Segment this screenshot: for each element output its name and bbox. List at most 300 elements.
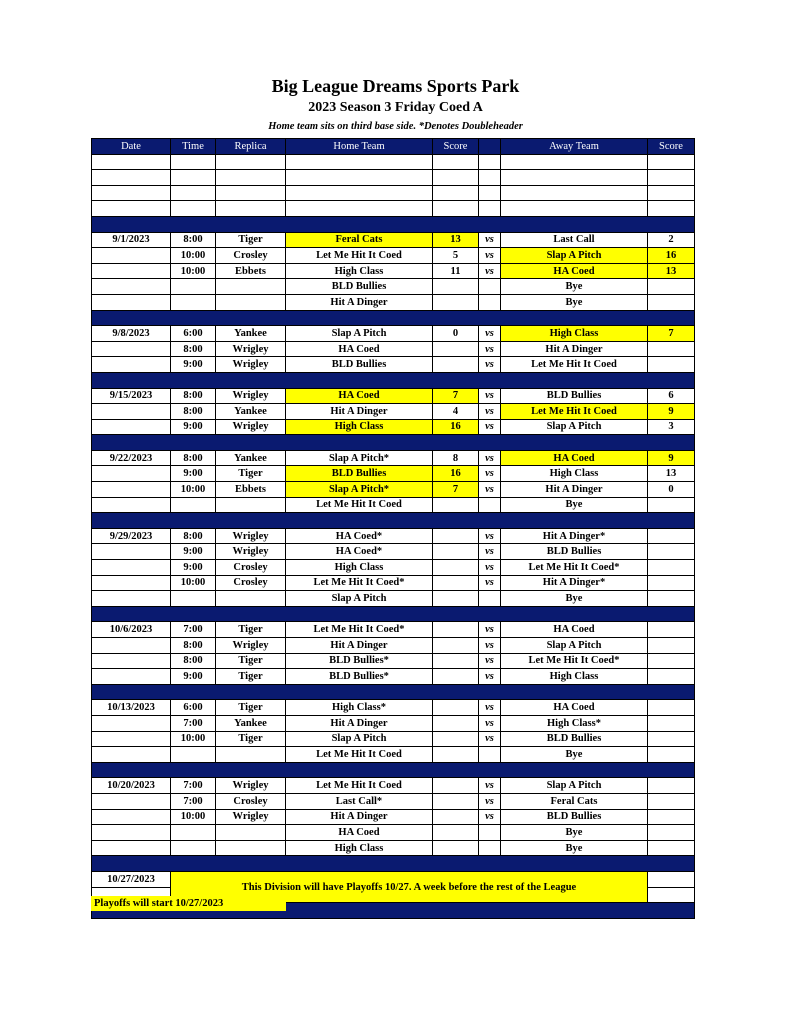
replica-cell: Yankee [216, 326, 286, 342]
game-row [92, 326, 695, 342]
empty-cell [648, 887, 695, 903]
vs-cell: vs [479, 778, 501, 794]
away-team-cell: Bye [501, 294, 648, 310]
separator-bar [92, 310, 695, 326]
game-row [92, 731, 695, 747]
week-separator [92, 856, 695, 872]
time-cell: 7:00 [171, 622, 216, 638]
away-score-cell: 3 [648, 419, 695, 435]
away-team-cell: Bye [501, 591, 648, 607]
away-team-cell: High Class [501, 326, 648, 342]
empty-cell [286, 154, 433, 170]
away-team-cell: Let Me Hit It Coed [501, 404, 648, 420]
game-row [92, 544, 695, 560]
time-cell: 10:00 [171, 809, 216, 825]
home-team-cell: Slap A Pitch [286, 731, 433, 747]
vs-cell: vs [479, 700, 501, 716]
replica-cell: Wrigley [216, 341, 286, 357]
away-team-cell: Slap A Pitch [501, 419, 648, 435]
page-note: Home team sits on third base side. *Denotes Doubleheader [268, 121, 523, 132]
empty-cell [171, 185, 216, 201]
away-score-cell [648, 622, 695, 638]
vs-cell: vs [479, 450, 501, 466]
home-score-cell [433, 357, 479, 373]
separator-bar [92, 762, 695, 778]
home-score-cell: 8 [433, 450, 479, 466]
away-team-cell: High Class [501, 669, 648, 685]
date-cell [92, 669, 171, 685]
away-score-cell [648, 357, 695, 373]
date-cell: 10/20/2023 [92, 778, 171, 794]
replica-cell: Wrigley [216, 809, 286, 825]
empty-cell [171, 170, 216, 186]
home-score-cell [433, 341, 479, 357]
time-cell: 8:00 [171, 404, 216, 420]
vs-cell: vs [479, 575, 501, 591]
away-team-cell: Bye [501, 279, 648, 295]
home-team-cell: Slap A Pitch* [286, 482, 433, 498]
replica-cell [216, 825, 286, 841]
away-team-cell: High Class [501, 466, 648, 482]
empty-cell [648, 170, 695, 186]
away-team-cell: Slap A Pitch [501, 778, 648, 794]
empty-cell [92, 154, 171, 170]
date-cell [92, 825, 171, 841]
home-team-cell: High Class [286, 840, 433, 856]
game-row [92, 809, 695, 825]
away-score-cell [648, 825, 695, 841]
vs-cell [479, 294, 501, 310]
home-team-cell: Hit A Dinger [286, 294, 433, 310]
home-team-cell: Hit A Dinger [286, 404, 433, 420]
week-separator [92, 372, 695, 388]
home-team-cell: Let Me Hit It Coed* [286, 622, 433, 638]
away-score-cell [648, 653, 695, 669]
home-score-cell [433, 591, 479, 607]
home-score-cell [433, 575, 479, 591]
empty-cell [648, 201, 695, 217]
vs-cell: vs [479, 669, 501, 685]
home-score-cell [433, 825, 479, 841]
date-cell [92, 591, 171, 607]
game-row [92, 560, 695, 576]
time-cell [171, 497, 216, 513]
date-cell [92, 466, 171, 482]
game-row [92, 341, 695, 357]
time-cell: 8:00 [171, 232, 216, 248]
away-score-cell: 13 [648, 466, 695, 482]
home-team-cell: Hit A Dinger [286, 638, 433, 654]
date-cell [92, 809, 171, 825]
away-team-cell: Hit A Dinger* [501, 575, 648, 591]
away-team-cell: Let Me Hit It Coed [501, 357, 648, 373]
away-score-cell: 7 [648, 326, 695, 342]
empty-cell [216, 170, 286, 186]
away-team-cell: BLD Bullies [501, 809, 648, 825]
separator-bar [92, 216, 695, 232]
game-row [92, 700, 695, 716]
empty-cell [286, 185, 433, 201]
away-team-cell: Slap A Pitch [501, 638, 648, 654]
away-score-cell [648, 544, 695, 560]
game-row [92, 263, 695, 279]
empty-row [92, 185, 695, 201]
away-score-cell: 0 [648, 482, 695, 498]
page-subtitle: 2023 Season 3 Friday Coed A [308, 100, 483, 115]
date-cell [92, 653, 171, 669]
separator-bar [92, 684, 695, 700]
home-score-cell [433, 840, 479, 856]
away-team-cell: Let Me Hit It Coed* [501, 653, 648, 669]
game-row [92, 248, 695, 264]
time-cell: 9:00 [171, 357, 216, 373]
empty-cell [479, 170, 501, 186]
away-score-cell [648, 560, 695, 576]
away-score-cell: 2 [648, 232, 695, 248]
game-row [92, 715, 695, 731]
time-cell [171, 591, 216, 607]
date-cell [92, 263, 171, 279]
home-score-cell [433, 653, 479, 669]
empty-cell [479, 154, 501, 170]
home-score-cell: 0 [433, 326, 479, 342]
replica-cell [216, 840, 286, 856]
away-team-cell: BLD Bullies [501, 544, 648, 560]
empty-cell [479, 201, 501, 217]
time-cell [171, 840, 216, 856]
vs-cell [479, 825, 501, 841]
col-header-away-score: Score [648, 139, 695, 155]
week-separator [92, 606, 695, 622]
date-cell: 10/27/2023 [92, 871, 171, 887]
replica-cell: Tiger [216, 653, 286, 669]
game-row [92, 669, 695, 685]
empty-cell [433, 170, 479, 186]
empty-cell [648, 154, 695, 170]
vs-cell: vs [479, 544, 501, 560]
away-team-cell: BLD Bullies [501, 731, 648, 747]
away-score-cell [648, 715, 695, 731]
vs-cell: vs [479, 653, 501, 669]
date-cell: 9/8/2023 [92, 326, 171, 342]
page-title: Big League Dreams Sports Park [271, 76, 520, 96]
away-score-cell [648, 591, 695, 607]
home-team-cell: Let Me Hit It Coed [286, 497, 433, 513]
game-row [92, 622, 695, 638]
game-row [92, 840, 695, 856]
date-cell: 9/22/2023 [92, 450, 171, 466]
vs-cell: vs [479, 232, 501, 248]
week-separator [92, 310, 695, 326]
home-team-cell: HA Coed* [286, 544, 433, 560]
time-cell [171, 279, 216, 295]
home-score-cell [433, 778, 479, 794]
home-team-cell: HA Coed* [286, 528, 433, 544]
date-cell [92, 560, 171, 576]
empty-cell [216, 201, 286, 217]
away-team-cell: Bye [501, 497, 648, 513]
empty-cell [286, 201, 433, 217]
date-cell: 9/29/2023 [92, 528, 171, 544]
home-team-cell: High Class [286, 419, 433, 435]
home-score-cell [433, 638, 479, 654]
empty-row [92, 170, 695, 186]
home-team-cell: High Class [286, 263, 433, 279]
away-score-cell: 16 [648, 248, 695, 264]
vs-cell: vs [479, 731, 501, 747]
home-score-cell: 16 [433, 466, 479, 482]
empty-cell [92, 201, 171, 217]
time-cell: 9:00 [171, 544, 216, 560]
game-row [92, 404, 695, 420]
vs-cell [479, 497, 501, 513]
away-score-cell [648, 747, 695, 763]
home-team-cell: HA Coed [286, 388, 433, 404]
home-score-cell [433, 793, 479, 809]
replica-cell: Crosley [216, 793, 286, 809]
empty-cell [648, 871, 695, 887]
playoff-note: This Division will have Playoffs 10/27. A week before the rest of the League [171, 871, 648, 902]
vs-cell: vs [479, 263, 501, 279]
time-cell: 8:00 [171, 450, 216, 466]
replica-cell [216, 279, 286, 295]
separator-bar [92, 513, 695, 529]
game-row [92, 575, 695, 591]
home-team-cell: Let Me Hit It Coed [286, 248, 433, 264]
date-cell [92, 793, 171, 809]
replica-cell: Tiger [216, 622, 286, 638]
home-score-cell: 13 [433, 232, 479, 248]
replica-cell: Wrigley [216, 638, 286, 654]
replica-cell: Tiger [216, 731, 286, 747]
time-cell: 8:00 [171, 638, 216, 654]
replica-cell [216, 497, 286, 513]
col-header-vs [479, 139, 501, 155]
vs-cell: vs [479, 419, 501, 435]
home-score-cell [433, 809, 479, 825]
away-team-cell: Bye [501, 825, 648, 841]
home-score-cell: 4 [433, 404, 479, 420]
game-row [92, 232, 695, 248]
home-team-cell: BLD Bullies [286, 466, 433, 482]
date-cell [92, 404, 171, 420]
time-cell: 7:00 [171, 715, 216, 731]
home-score-cell [433, 669, 479, 685]
home-score-cell [433, 279, 479, 295]
home-team-cell: Slap A Pitch* [286, 450, 433, 466]
away-team-cell: Feral Cats [501, 793, 648, 809]
date-cell [92, 419, 171, 435]
separator-bar [92, 856, 695, 872]
vs-cell: vs [479, 622, 501, 638]
date-cell [92, 638, 171, 654]
replica-cell: Tiger [216, 466, 286, 482]
home-team-cell: Hit A Dinger [286, 809, 433, 825]
header-row [92, 139, 695, 155]
away-team-cell: HA Coed [501, 700, 648, 716]
vs-cell: vs [479, 466, 501, 482]
replica-cell: Tiger [216, 700, 286, 716]
home-team-cell: Let Me Hit It Coed [286, 747, 433, 763]
replica-cell: Wrigley [216, 357, 286, 373]
vs-cell: vs [479, 326, 501, 342]
date-cell [92, 294, 171, 310]
away-score-cell [648, 497, 695, 513]
home-team-cell: Slap A Pitch [286, 326, 433, 342]
away-score-cell [648, 809, 695, 825]
away-score-cell [648, 793, 695, 809]
date-cell: 9/1/2023 [92, 232, 171, 248]
date-cell [92, 482, 171, 498]
time-cell: 9:00 [171, 560, 216, 576]
time-cell: 6:00 [171, 326, 216, 342]
home-score-cell [433, 715, 479, 731]
away-score-cell [648, 575, 695, 591]
schedule-table [91, 138, 695, 919]
empty-cell [216, 185, 286, 201]
home-team-cell: High Class* [286, 700, 433, 716]
away-team-cell: Bye [501, 747, 648, 763]
game-row [92, 747, 695, 763]
week-separator [92, 513, 695, 529]
empty-cell [501, 185, 648, 201]
game-row [92, 466, 695, 482]
away-team-cell: High Class* [501, 715, 648, 731]
date-cell [92, 248, 171, 264]
home-score-cell: 11 [433, 263, 479, 279]
vs-cell: vs [479, 715, 501, 731]
home-score-cell [433, 497, 479, 513]
away-team-cell: HA Coed [501, 263, 648, 279]
week-separator [92, 684, 695, 700]
home-score-cell: 5 [433, 248, 479, 264]
date-cell [92, 544, 171, 560]
separator-bar [92, 606, 695, 622]
away-score-cell [648, 669, 695, 685]
game-row [92, 450, 695, 466]
away-team-cell: HA Coed [501, 622, 648, 638]
replica-cell: Yankee [216, 450, 286, 466]
time-cell: 8:00 [171, 341, 216, 357]
away-score-cell: 9 [648, 450, 695, 466]
home-score-cell [433, 560, 479, 576]
empty-cell [501, 201, 648, 217]
replica-cell [216, 294, 286, 310]
vs-cell: vs [479, 528, 501, 544]
week-separator [92, 216, 695, 232]
game-row [92, 294, 695, 310]
game-row [92, 482, 695, 498]
home-team-cell: High Class [286, 560, 433, 576]
date-cell: 10/13/2023 [92, 700, 171, 716]
empty-cell [216, 154, 286, 170]
week-separator [92, 435, 695, 451]
col-header-date: Date [92, 139, 171, 155]
col-header-home-team: Home Team [286, 139, 433, 155]
time-cell [171, 294, 216, 310]
replica-cell: Ebbets [216, 482, 286, 498]
time-cell: 9:00 [171, 419, 216, 435]
replica-cell: Wrigley [216, 528, 286, 544]
game-row [92, 793, 695, 809]
replica-cell: Yankee [216, 404, 286, 420]
time-cell: 9:00 [171, 466, 216, 482]
replica-cell [216, 747, 286, 763]
time-cell: 9:00 [171, 669, 216, 685]
home-score-cell: 7 [433, 482, 479, 498]
empty-cell [171, 201, 216, 217]
away-score-cell [648, 700, 695, 716]
home-score-cell [433, 544, 479, 560]
vs-cell: vs [479, 793, 501, 809]
game-row [92, 279, 695, 295]
replica-cell: Crosley [216, 575, 286, 591]
game-row [92, 497, 695, 513]
time-cell: 10:00 [171, 731, 216, 747]
away-team-cell: Let Me Hit It Coed* [501, 560, 648, 576]
replica-cell: Wrigley [216, 544, 286, 560]
home-score-cell [433, 294, 479, 310]
playoff-row [92, 871, 695, 887]
game-row [92, 591, 695, 607]
time-cell: 8:00 [171, 653, 216, 669]
empty-cell [501, 170, 648, 186]
away-score-cell [648, 279, 695, 295]
separator-bar [92, 435, 695, 451]
time-cell: 7:00 [171, 793, 216, 809]
away-team-cell: HA Coed [501, 450, 648, 466]
home-team-cell: Feral Cats [286, 232, 433, 248]
home-score-cell [433, 747, 479, 763]
empty-cell [479, 185, 501, 201]
home-team-cell: Last Call* [286, 793, 433, 809]
home-team-cell: BLD Bullies [286, 279, 433, 295]
empty-cell [648, 185, 695, 201]
separator-bar [92, 372, 695, 388]
time-cell [171, 747, 216, 763]
game-row [92, 419, 695, 435]
away-team-cell: Hit A Dinger* [501, 528, 648, 544]
empty-cell [171, 154, 216, 170]
game-row [92, 638, 695, 654]
away-team-cell: Bye [501, 840, 648, 856]
date-cell [92, 575, 171, 591]
game-row [92, 388, 695, 404]
away-score-cell: 13 [648, 263, 695, 279]
away-team-cell: Last Call [501, 232, 648, 248]
col-header-away-team: Away Team [501, 139, 648, 155]
home-score-cell [433, 528, 479, 544]
game-row [92, 357, 695, 373]
away-team-cell: BLD Bullies [501, 388, 648, 404]
time-cell: 10:00 [171, 248, 216, 264]
home-team-cell: Let Me Hit It Coed* [286, 575, 433, 591]
vs-cell: vs [479, 560, 501, 576]
replica-cell: Crosley [216, 248, 286, 264]
empty-row [92, 154, 695, 170]
time-cell: 7:00 [171, 778, 216, 794]
vs-cell [479, 279, 501, 295]
home-score-cell: 16 [433, 419, 479, 435]
away-score-cell: 9 [648, 404, 695, 420]
replica-cell: Tiger [216, 669, 286, 685]
time-cell [171, 825, 216, 841]
replica-cell: Wrigley [216, 388, 286, 404]
date-cell [92, 497, 171, 513]
empty-cell [92, 185, 171, 201]
away-team-cell: Hit A Dinger [501, 341, 648, 357]
vs-cell: vs [479, 341, 501, 357]
